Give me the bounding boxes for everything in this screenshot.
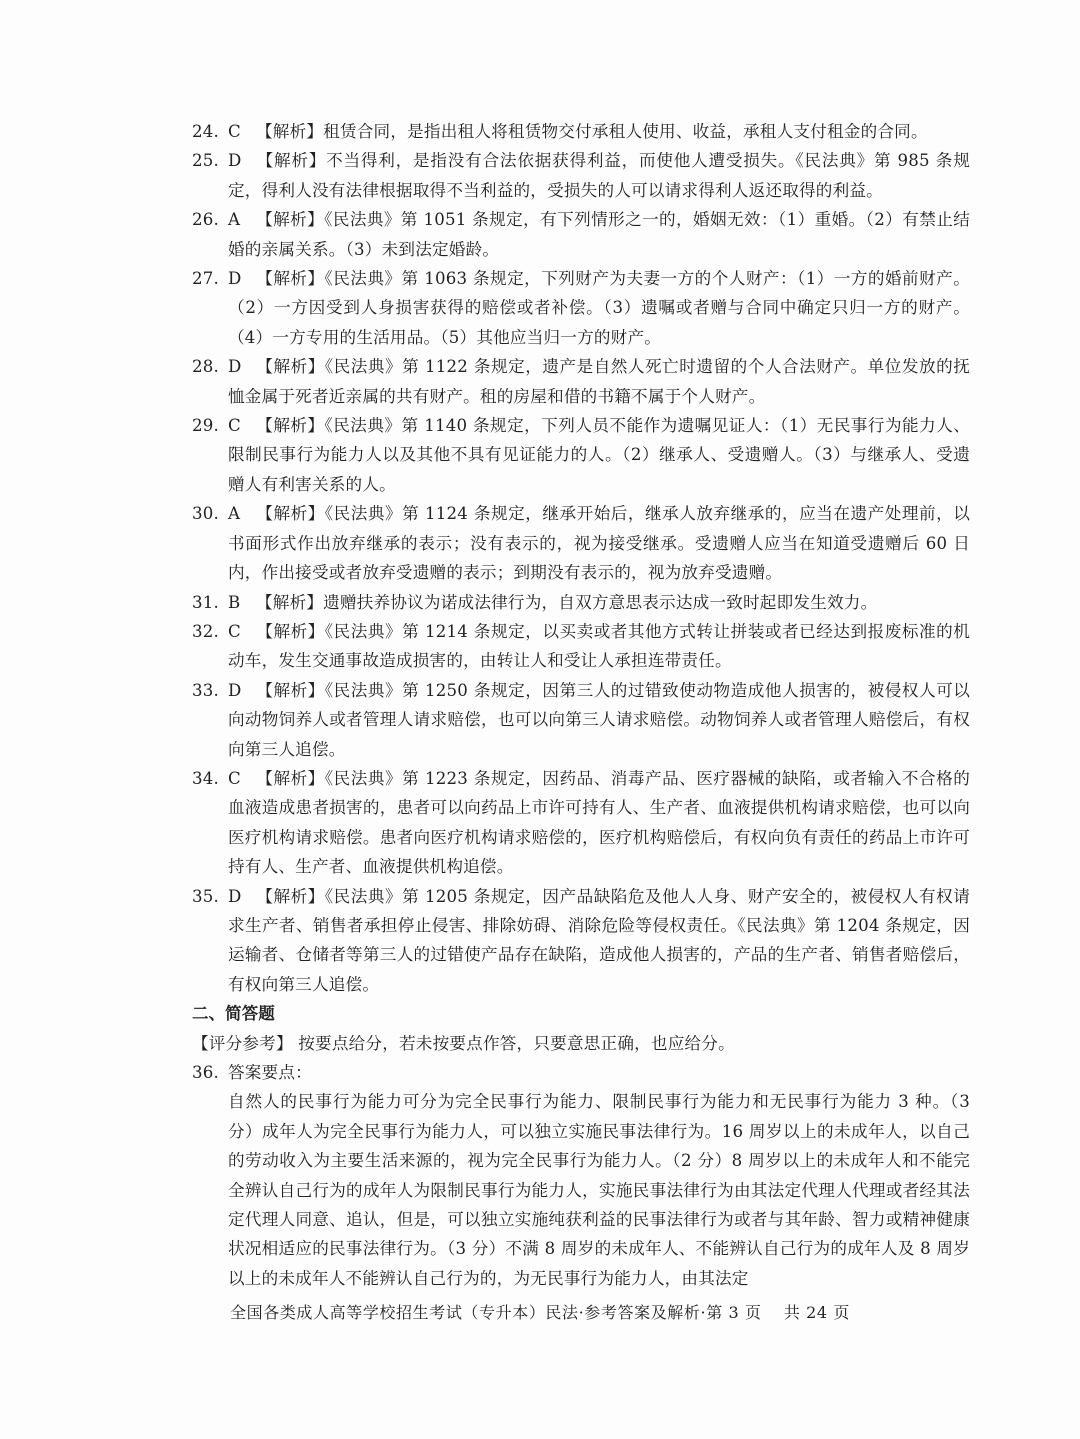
item-explanation: 【解析】租赁合同，是指出租人将租赁物交付承租人使用、收益，承租人支付租金的合同。	[256, 122, 928, 141]
item-explanation: 【解析】《民法典》第 1205 条规定，因产品缺陷危及他人人身、财产安全的，被侵权人有权请求生产者、销售者承担停止侵害、排除妨碍、消除危险等侵权责任。《民法典》第 1204 条规定，因运输者、仓储者等第三人的过错使产品存在缺陷，造成他人损害的，产品的生产者、销售者赔偿后，有权向第三人追偿。	[228, 886, 970, 994]
item-answer: D	[228, 151, 242, 171]
item-number: 32.	[192, 621, 219, 641]
answer-item-33	[192, 676, 970, 764]
item-explanation: 【解析】《民法典》第 1250 条规定，因第三人的过错致使动物造成他人损害的，被侵权人可以向动物饲养人或者管理人请求赔偿，也可以向第三人请求赔偿。动物饲养人或者管理人赔偿后，有权向第三人追偿。	[228, 680, 970, 759]
scoring-note: 【评分参考】 按要点给分，若未按要点作答，只要意思正确，也应给分。	[192, 1033, 735, 1053]
item-explanation: 【解析】《民法典》第 1063 条规定，下列财产为夫妻一方的个人财产：（1）一方的婚前财产。（2）一方因受到人身损害获得的赔偿或者补偿。（3）遗嘱或者赠与合同中确定只归一方的财产。（4）一方专用的生活用品。（5）其他应当归一方的财产。	[228, 269, 970, 347]
item-number: 36.	[192, 1063, 219, 1082]
item-answer: D	[228, 680, 242, 700]
item-answer: A	[228, 210, 241, 230]
answer-item-27	[192, 264, 970, 352]
answer-item-25	[192, 146, 970, 205]
item-explanation: 【解析】遗赠扶养协议为诺成法律行为，自双方意思表示达成一致时起即发生效力。	[256, 592, 878, 612]
item-answer: D	[228, 269, 242, 289]
answer-item-30	[192, 499, 970, 587]
item-number: 34.	[192, 768, 219, 788]
answer-item-35	[192, 882, 970, 1000]
item-number: 25.	[192, 151, 219, 171]
answer-item-34	[192, 764, 970, 882]
item-number: 35.	[192, 886, 219, 906]
answer-item-26	[192, 205, 970, 264]
answer-content	[192, 117, 970, 1293]
answer-item-24	[192, 117, 970, 146]
item-explanation: 【解析】《民法典》第 1122 条规定，遗产是自然人死亡时遗留的个人合法财产。单位发放的抚恤金属于死者近亲属的共有财产。租的房屋和借的书籍不属于个人财产。	[228, 357, 970, 406]
item-number: 30.	[192, 504, 219, 524]
answer-item-31	[192, 588, 970, 617]
page-footer: 全国各类成人高等学校招生考试（专升本）民法·参考答案及解析·第 3 页 共 24 页	[230, 1303, 850, 1322]
item-number: 27.	[192, 269, 219, 289]
item-answer: A	[228, 504, 241, 524]
item-explanation: 【解析】《民法典》第 1223 条规定，因药品、消毒产品、医疗器械的缺陷，或者输入不合格的血液造成患者损害的，患者可以向药品上市许可持有人、生产者、血液提供机构请求赔偿，也可以向医疗机构请求赔偿。患者向医疗机构请求赔偿的，医疗机构赔偿后，有权向负有责任的药品上市许可持有人、生产者、血液提供机构追偿。	[228, 768, 970, 877]
item-explanation: 【解析】《民法典》第 1214 条规定，以买卖或者其他方式转让拼装或者已经达到报废标准的机动车，发生交通事故造成损害的，由转让人和受让人承担连带责任。	[228, 621, 970, 671]
item-number: 28.	[192, 357, 219, 377]
item-answer: C	[228, 768, 241, 788]
item-explanation: 【解析】《民法典》第 1140 条规定，下列人员不能作为遗嘱见证人：（1）无民事行为能力人、限制民事行为能力人以及其他不具有见证能力的人。（2）继承人、受遗赠人。（3）与继承人、受遗赠人有利害关系的人。	[228, 416, 970, 494]
item-explanation: 【解析】不当得利，是指没有合法依据获得利益，而使他人遭受损失。《民法典》第 985 条规定，得利人没有法律根据取得不当利益的，受损失的人可以请求得利人返还取得的利益。	[228, 151, 970, 200]
item-explanation: 【解析】《民法典》第 1124 条规定，继承开始后，继承人放弃继承的，应当在遗产处理前，以书面形式作出放弃继承的表示；没有表示的，视为接受继承。受遗赠人应当在知道受遗赠后 60 日内，作出接受或者放弃受遗赠的表示；到期没有表示的，视为放弃受遗赠。	[228, 504, 970, 583]
item-answer: C	[228, 122, 241, 141]
item-answer: D	[228, 357, 242, 377]
answer-item-32	[192, 617, 970, 676]
item-number: 31.	[192, 592, 219, 612]
item-number: 26.	[192, 210, 219, 230]
item-number: 33.	[192, 680, 219, 700]
item-answer: B	[228, 592, 241, 612]
answer-item-28	[192, 352, 970, 411]
item-answer: D	[228, 886, 242, 906]
section-title-short-answer: 二、简答题	[192, 1004, 275, 1024]
item-answer: C	[228, 621, 241, 641]
item-number: 24.	[192, 122, 219, 141]
item-explanation: 【解析】《民法典》第 1051 条规定，有下列情形之一的，婚姻无效：（1）重婚。（2）有禁止结婚的亲属关系。（3）未到法定婚龄。	[228, 210, 970, 259]
item-number: 29.	[192, 416, 219, 436]
item-label: 答案要点：	[228, 1063, 312, 1082]
answer-item-36-heading	[192, 1058, 970, 1087]
answer-item-36-body: 自然人的民事行为能力可分为完全民事行为能力、限制民事行为能力和无民事行为能力 3 种。（3 分）成年人为完全民事行为能力人，可以独立实施民事法律行为。16 周岁以上的未成年人，以自己的劳动收入为主要生活来源的，视为完全民事行为能力人。（2 分）8 周岁以上的未成年人和不能完全辨认自己行为的成年人为限制民事行为能力人，实施民事法律行为由其法定代理人代理或者经其法定代理人同意、追认，但是，可以独立实施纯获利益的民事法律行为或者与其年龄、智力或精神健康状况相适应的民事法律行为。（3 分）不满 8 周岁的未成年人、不能辨认自己行为的成年人及 8 周岁以上的未成年人不能辨认自己行为的，为无民事行为能力人，由其法定	[228, 1092, 970, 1288]
item-answer: C	[228, 416, 241, 436]
answer-item-29	[192, 411, 970, 499]
